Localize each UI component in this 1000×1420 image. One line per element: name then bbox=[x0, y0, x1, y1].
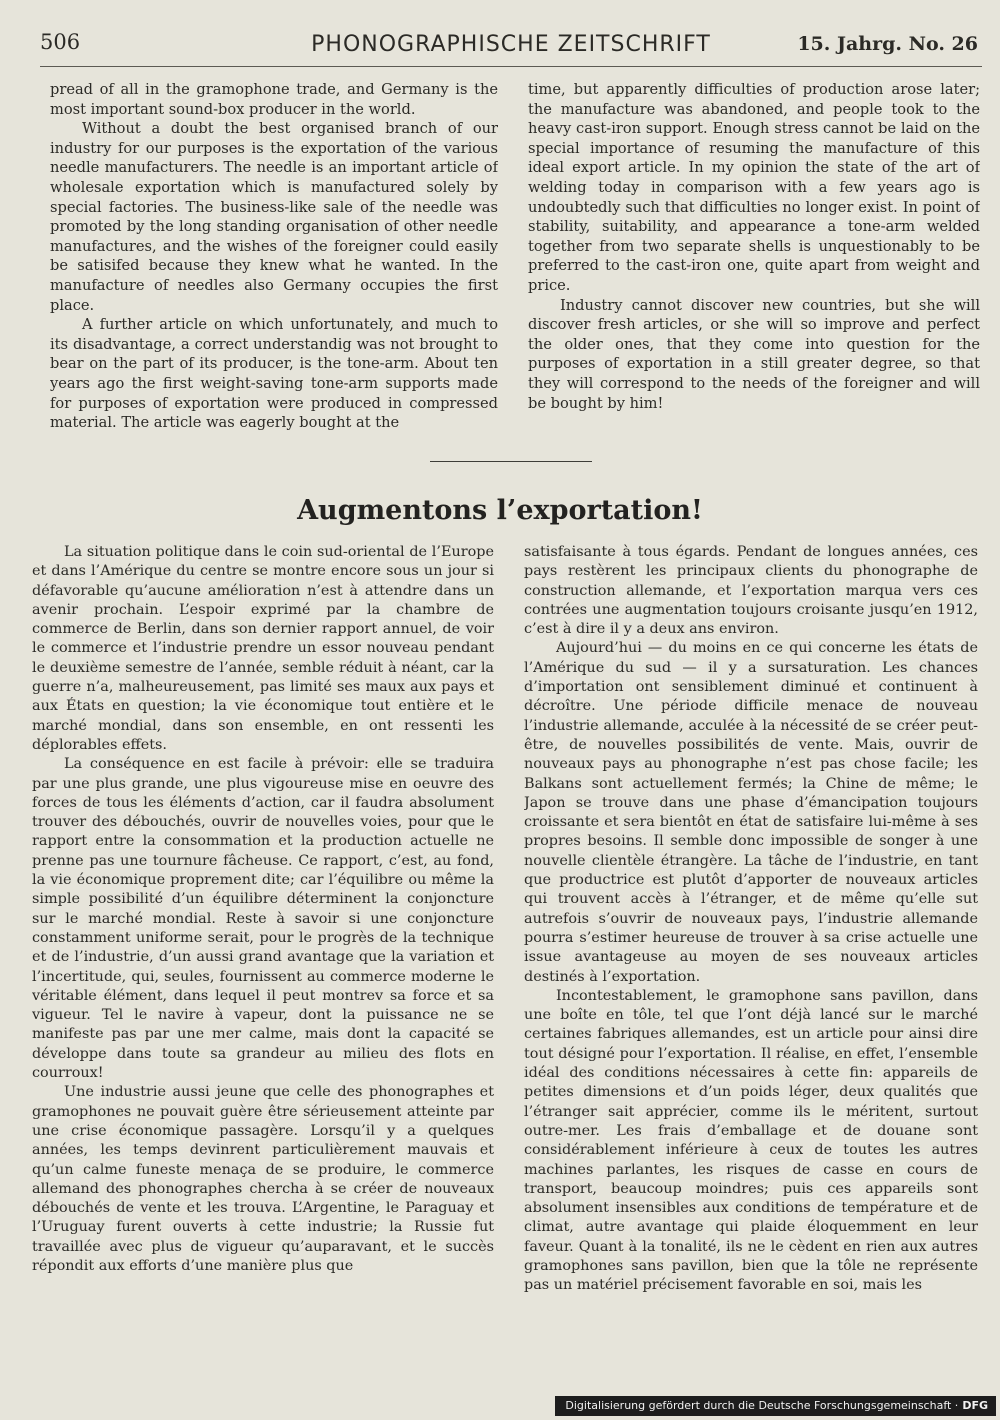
page-header bbox=[40, 30, 982, 67]
digitization-footer bbox=[555, 1396, 996, 1416]
paragraph: Une industrie aussi jeune que celle des phonographes et gramophones ne pouvait guère être sérieusement atteinte par une crise économique passagère. Lorsqu’il y a quelques années, les temps devinrent particulièrement mauvais et qu’un calme funeste menaça de se produire, le commerce allemand des phonographes chercha à se créer de nouveaux débouchés de vente et les trouva. L’Argentine, le Paraguay et l’Uruguay furent ouverts à cette industrie; la Russie fut travaillée avec plus de vigueur qu’auparavant, et le succès répondit aux efforts d’une manière plus que bbox=[32, 1084, 494, 1274]
footer-text: Digitalisierung gefördert durch die Deutsche Forschungsgemeinschaft · bbox=[565, 1399, 959, 1412]
page-number: 506 bbox=[40, 30, 81, 54]
article-title: Augmentons l’exportation! bbox=[297, 495, 703, 526]
paragraph: Incontestablement, le gramophone sans pavillon, dans une boîte en tôle, tel que l’ont déjà lancé sur le marché certaines fabriques allemandes, est un article pour ainsi dire tout désigné pour l’exportation. Il réalise, en effet, l’ensemble idéal des conditions nécessaires à cette fin: appareils de petites dimensions et d’un poids léger, deux qualités que l’étranger sait apprécier, comme ils le méritent, surtout outre-mer. Les frais d’emballage et de douane sont considérablement inférieure à ceux de toutes les autres machines parlantes, les risques de casse en cours de transport, beaucoup moindres; puis ces appareils sont absolument insensibles aux conditions de température et de climat, autre avantage qui plaide éloquemment en leur faveur. Quant à la tonalité, ils ne le cèdent en rien aux autres gramophones sans pavillon, bien que la tôle ne représente pas un matériel précisement favorable en soi, mais les bbox=[524, 987, 978, 1294]
paragraph: satisfaisante à tous égards. Pendant de longues années, ces pays restèrent les principaux clients du phonographe de construction allemande, et l’exportation marqua vers ces contrées une augmentation toujours croisante jusqu’en 1912, c’est à dire il y a deux ans environ. bbox=[524, 544, 978, 638]
paragraph: La situation politique dans le coin sud-oriental de l’Europe et dans l’Amérique du centre se montre encore sous un jour si défavorable qu’aucune amélioration n’est à attendre dans un avenir prochain. L’espoir exprimé par la chambre de commerce de Berlin, dans son dernier rapport annuel, de voir le commerce et l’industrie prendre un essor nouveau pendant le deuxième semestre de l’année, semble réduit à néant, car la guerre n’a, malheureusement, pas limité ses maux aux pays et aux États en question; la vie économique tout entière et le marché mondial, dans son ensemble, en ont ressenti les déplorables effets. bbox=[32, 544, 494, 753]
paragraph: La conséquence en est facile à prévoir: elle se traduira par une plus grande, une plus vigoureuse mise en oeuvre des forces de tous les éléments d’action, car il faudra absolument trouver des débouchés, ouvrir de nouvelles voies, pour que le rapport entre la consommation et la production actuelle ne prenne pas une tournure fâcheuse. Ce rapport, c’est, au fond, la vie économique proprement dite; car l’équilibre ou même la simple possibilité d’un équilibre déterminent la conjoncture sur le marché mondial. Reste à savoir si une conjoncture constamment uniforme serait, pour le progrès de la technique et de l’industrie, d’un aussi grand avantage que la variation et l’incertitude, qui, seules, fournissent au commerce moderne le véritable élément, dans lequel il peut montrev sa force et sa vigueur. Tel le navire à vapeur, dont la puissance ne se manifeste pas par une mer calme, mais dont la capacité se développe dans toute sa grandeur au milieu des flots en courroux! bbox=[32, 756, 494, 1082]
french-article-left-column bbox=[32, 543, 494, 1358]
paragraph: A further article on which unfortunately, and much to its disadvantage, a correct understandig was not brought to bear on the part of its producer, is the tone-arm. About ten years ago the first weight-saving tone-arm supports made for purposes of exportation were produced in compressed material. The article was eagerly bought at the bbox=[50, 316, 498, 430]
journal-title: PHONOGRAPHISCHE ZEITSCHRIFT bbox=[311, 32, 711, 57]
section-divider bbox=[430, 461, 592, 462]
paragraph: Without a doubt the best organised branch of our industry for our purposes is the exportation of the various needle manufacturers. The needle is an important article of wholesale exportation which is manufactured solely by special factories. The business-like sale of the needle was promoted by the long standing organisation of other needle manufactures, and the wishes of the foreigner could easily be satisifed because they knew what he wanted. In the manufacture of needles also Germany occupies the first place. bbox=[50, 120, 498, 314]
issue-label: 15. Jahrg. No. 26 bbox=[797, 33, 978, 55]
english-article-left-column bbox=[50, 80, 498, 430]
french-article-right-column bbox=[524, 543, 978, 1358]
paragraph: time, but apparently difficulties of production arose later; the manufacture was abandoned, and people took to the heavy cast-iron support. Enough stress cannot be laid on the special importance of resuming the manufacture of this ideal export article. In my opinion the state of the art of welding today in comparison with a few years ago is undoubtedly such that difficulties no longer exist. In point of stability, suitability, and appearance a tone-arm welded together from two separate shells is unquestionably to be preferred to the cast-iron one, quite apart from weight and price. bbox=[528, 81, 980, 294]
paragraph: Industry cannot discover new countries, but she will discover fresh articles, or she will so improve and perfect the older ones, that they come into question for the purposes of exportation in a still greater degree, so that they will correspond to the needs of the foreigner and will be bought by him! bbox=[528, 296, 980, 412]
dfg-logo: DFG bbox=[962, 1399, 988, 1412]
english-article-right-column bbox=[528, 80, 980, 430]
paragraph: pread of all in the gramophone trade, and Germany is the most important sound-box producer in the world. bbox=[50, 81, 498, 118]
paragraph: Aujourd’hui — du moins en ce qui concerne les états de l’Amérique du sud — il y a sursaturation. Les chances d’importation ont sensiblement diminué et continuent à décroître. Une période difficile menace de nouveau l’industrie allemande, acculée à la nécessité de se créer peut-être, de nouvelles possibilités de vente. Mais, ouvrir de nouveaux pays au phonographe n’est pas chose facile; les Balkans sont actuellement fermés; la Chine de même; le Japon se trouve dans une phase d’émancipation toujours croissante et sera bientôt en état de satisfaire lui-même à ses propres besoins. Il semble donc impossible de songer à une nouvelle clientèle étrangère. La tâche de l’industrie, en tant que productrice est plutôt d’apporter de nouveaux articles qui trouvent accès à l’étranger, et de même qu’elle sut autrefois s’ouvrir de nouveaux pays, l’industrie allemande pourra s’estimer heureuse de trouver à sa crise actuelle une issue avantageuse au moyen de ses nouveaux articles destinés à l’exportation. bbox=[524, 640, 978, 985]
